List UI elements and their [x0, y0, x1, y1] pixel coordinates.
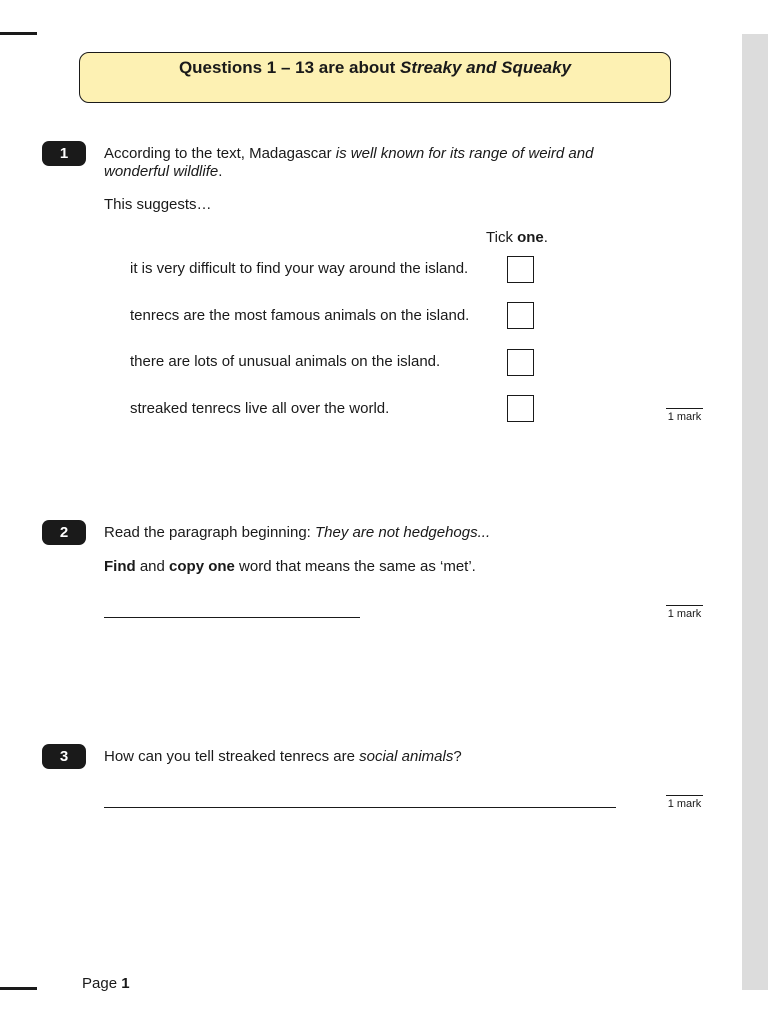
question-number-3: 3	[42, 744, 86, 769]
q1-instruction-suffix: .	[543, 229, 548, 246]
q2-stem	[104, 524, 490, 542]
page-number: 1	[121, 975, 130, 992]
q2-answer-line[interactable]	[104, 617, 360, 618]
q1-mark: 1 mark	[666, 408, 703, 423]
q3-stem	[104, 748, 462, 766]
page-footer	[82, 975, 130, 992]
margin-tick-bottom	[0, 987, 37, 990]
q2-rest: word that means the same as ‘met’.	[234, 558, 476, 575]
banner-title: Streaky and Squeaky	[400, 57, 572, 77]
q2-stem-prefix: Read the paragraph beginning:	[104, 524, 315, 541]
q1-stem	[104, 145, 644, 181]
q2-find: Find	[104, 558, 136, 575]
q2-instruction	[104, 558, 476, 576]
q1-tickbox-4[interactable]	[507, 395, 534, 422]
margin-tick-top	[0, 32, 37, 35]
q2-mark: 1 mark	[666, 605, 703, 620]
q1-option-4: streaked tenrecs live all over the world.	[130, 400, 390, 417]
banner-prefix: Questions 1 – 13 are about	[178, 57, 401, 77]
q1-stem-suffix: .	[218, 163, 223, 180]
q1-prompt: This suggests…	[104, 196, 212, 213]
q3-stem-suffix: ?	[453, 748, 462, 765]
q1-tickbox-1[interactable]	[507, 256, 534, 283]
question-number-1: 1	[42, 141, 86, 166]
q1-stem-prefix: According to the text, Madagascar	[104, 145, 336, 162]
q2-and: and	[135, 558, 170, 575]
question-number-2: 2	[42, 520, 86, 545]
q2-stem-italic: They are not hedgehogs...	[315, 524, 491, 541]
page-label: Page	[82, 975, 122, 992]
section-banner	[79, 52, 671, 103]
q1-stem-italic: is well known for its range of weird and wonderful wildlife	[104, 145, 594, 180]
q3-stem-italic: social animals	[359, 748, 454, 765]
q1-option-2: tenrecs are the most famous animals on the island.	[130, 307, 470, 324]
q1-option-3: there are lots of unusual animals on the island.	[130, 353, 441, 370]
q3-stem-prefix: How can you tell streaked tenrecs are	[104, 748, 360, 765]
q1-option-1: it is very difficult to find your way around the island.	[130, 260, 469, 277]
q3-mark: 1 mark	[666, 795, 703, 810]
q1-instruction-prefix: Tick	[486, 229, 518, 246]
q1-instruction-bold: one	[517, 229, 544, 246]
q1-tickbox-2[interactable]	[507, 302, 534, 329]
q1-tickbox-3[interactable]	[507, 349, 534, 376]
q1-instruction	[486, 229, 548, 247]
q2-copy-one: copy one	[169, 558, 235, 575]
q3-answer-line[interactable]	[104, 807, 616, 808]
right-gutter	[742, 34, 768, 990]
